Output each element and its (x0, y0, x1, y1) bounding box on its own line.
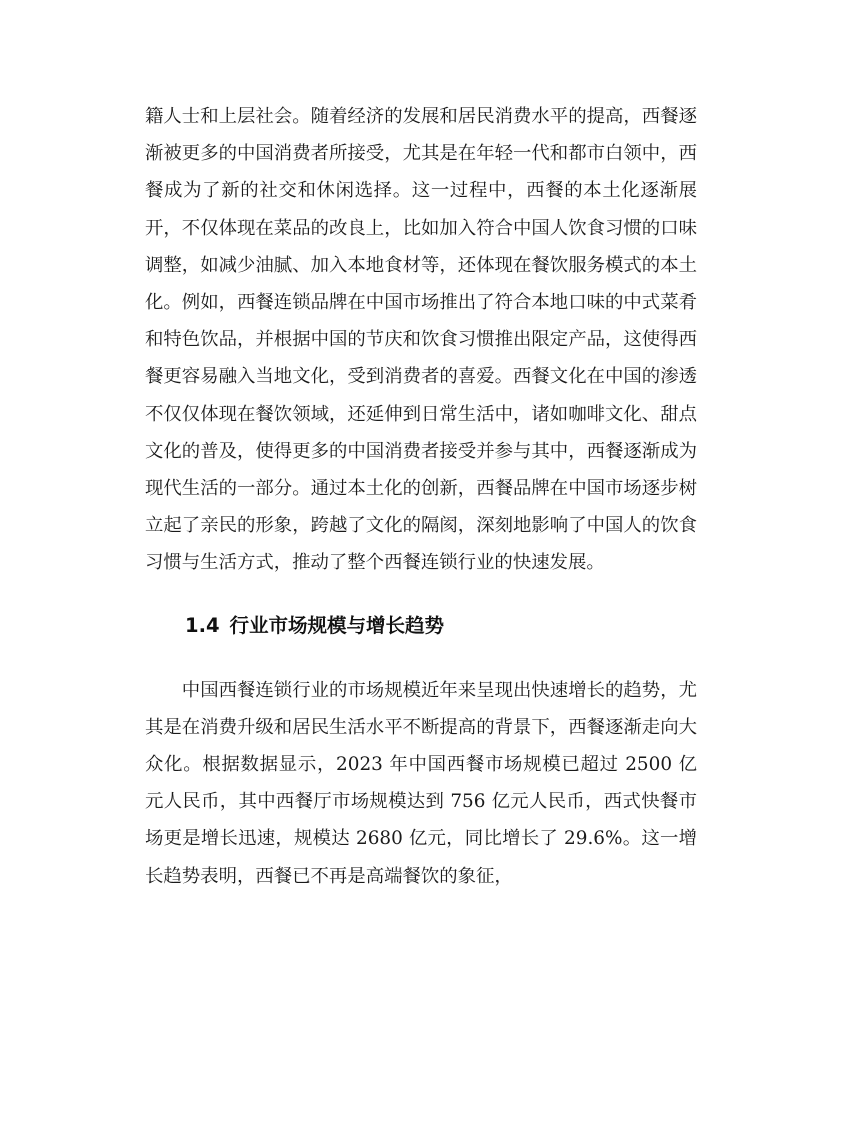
section-heading (185, 610, 697, 642)
document-body (145, 98, 697, 895)
section-number: 1.4 (185, 613, 220, 637)
body-paragraph: 籍人士和上层社会。随着经济的发展和居民消费水平的提高，西餐逐渐被更多的中国消费者所接受，尤其是在年轻一代和都市白领中，西餐成为了新的社交和休闲选择。这一过程中，西餐的本土化逐渐展开，不仅体现在菜品的改良上，比如加入符合中国人饮食习惯的口味调整，如减少油腻、加入本地食材等，还体现在餐饮服务模式的本土化。例如，西餐连锁品牌在中国市场推出了符合本地口味的中式菜肴和特色饮品，并根据中国的节庆和饮食习惯推出限定产品，这使得西餐更容易融入当地文化，受到消费者的喜爱。西餐文化在中国的渗透不仅仅体现在餐饮领域，还延伸到日常生活中，诸如咖啡文化、甜点文化的普及，使得更多的中国消费者接受并参与其中，西餐逐渐成为现代生活的一部分。通过本土化的创新，西餐品牌在中国市场逐步树立起了亲民的形象，跨越了文化的隔阂，深刻地影响了中国人的饮食习惯与生活方式，推动了整个西餐连锁行业的快速发展。 (145, 106, 697, 574)
body-paragraph: 中国西餐连锁行业的市场规模近年来呈现出快速增长的趋势，尤其是在消费升级和居民生活水平不断提高的背景下，西餐逐渐走向大众化。根据数据显示，2023 年中国西餐市场规模已超过 2500 亿元人民币，其中西餐厅市场规模达到 756 亿元人民币，西式快餐市场更是增长迅速，规模达 2680 亿元，同比增长了 29.6%。这一增长趋势表明，西餐已不再是高端餐饮的象征， (145, 679, 697, 887)
section-title: 行业市场规模与增长趋势 (229, 613, 445, 637)
